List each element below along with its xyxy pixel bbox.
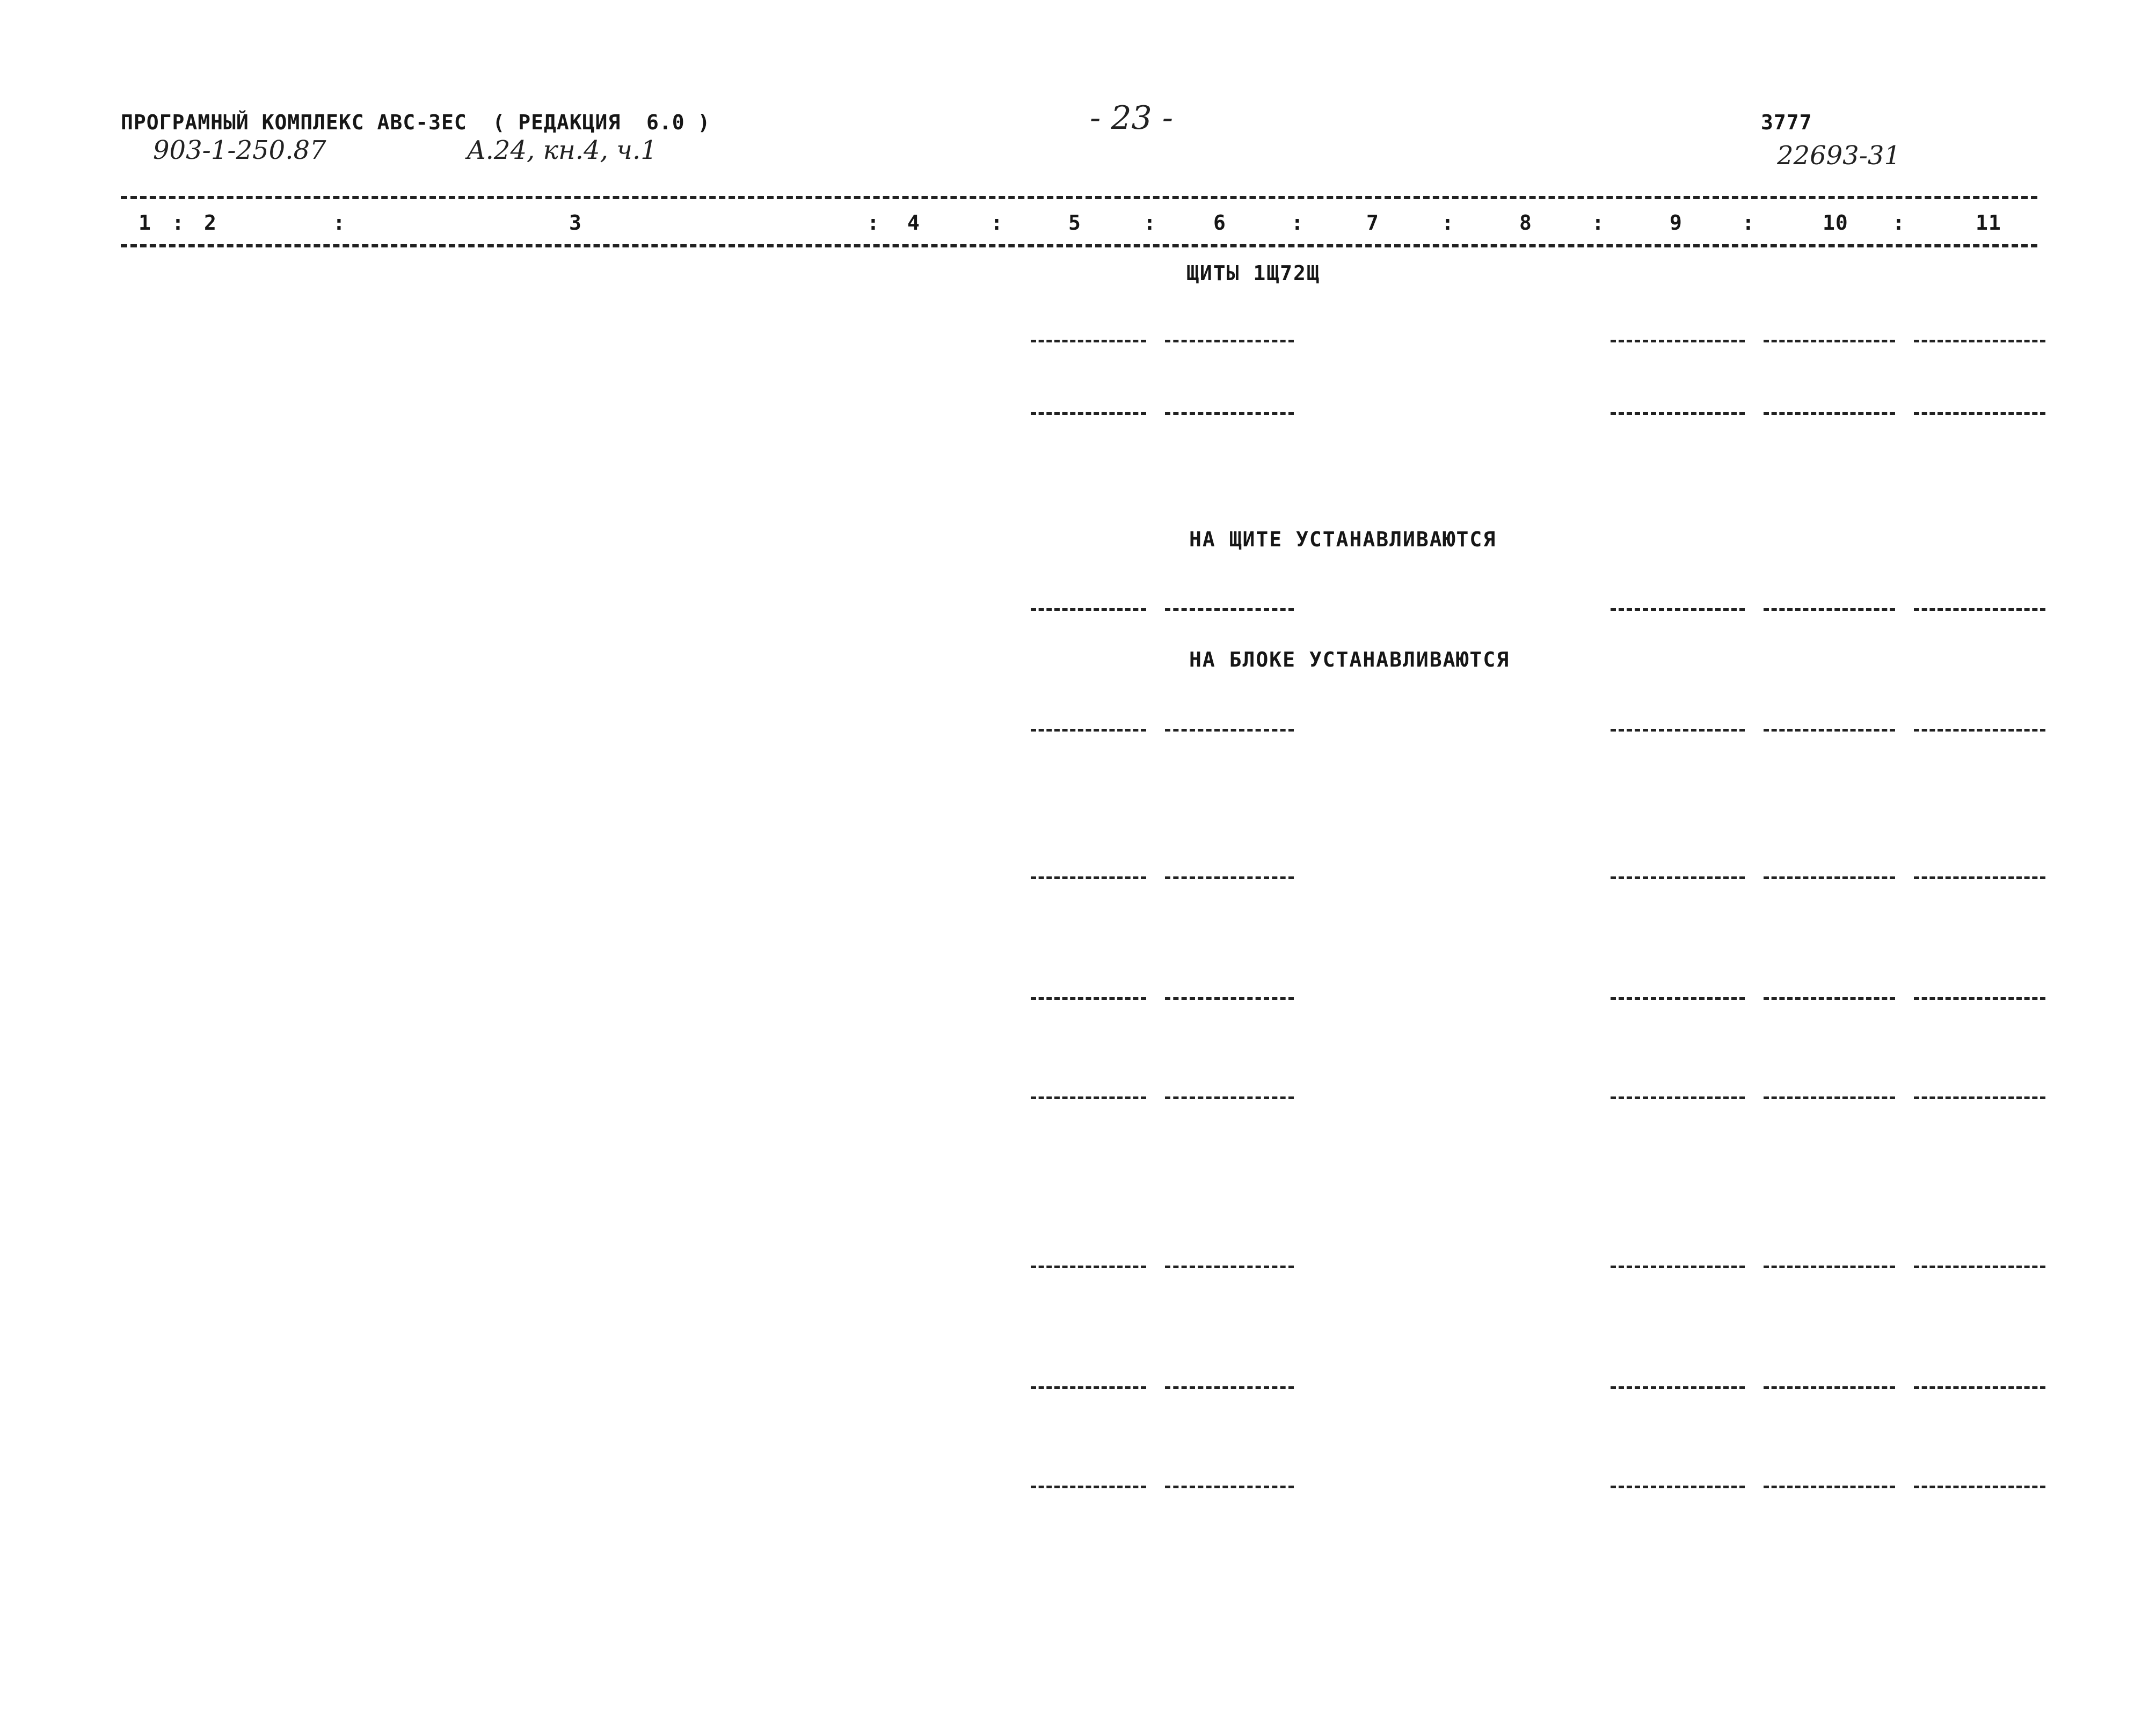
column-separator: :	[867, 211, 880, 235]
column-separator: :	[1143, 211, 1156, 235]
cell-divider	[1165, 412, 1294, 415]
column-header-11: 11	[1976, 211, 2001, 235]
column-separator: :	[1441, 211, 1454, 235]
cell-divider	[1764, 1266, 1895, 1268]
cell-divider	[1764, 608, 1895, 611]
cell-divider	[1031, 412, 1146, 415]
album-reference: A.24, кн.4, ч.1	[467, 135, 657, 165]
cell-divider	[1031, 608, 1146, 611]
cell-divider	[1165, 997, 1294, 1000]
cell-divider	[1031, 876, 1146, 879]
column-header-6: 6	[1213, 211, 1226, 235]
column-header-8: 8	[1519, 211, 1532, 235]
column-header-2: 2	[204, 211, 217, 235]
column-header-9: 9	[1670, 211, 1682, 235]
cell-divider	[1031, 1486, 1146, 1488]
column-header-10: 10	[1823, 211, 1848, 235]
column-header-7: 7	[1366, 211, 1379, 235]
column-separator: :	[1892, 211, 1905, 235]
cell-divider	[1764, 729, 1895, 732]
cell-divider	[1764, 412, 1895, 415]
cell-divider	[1611, 340, 1745, 342]
column-header-4: 4	[907, 211, 920, 235]
inventory-number: 22693-31	[1777, 141, 1900, 171]
cell-divider	[1031, 340, 1146, 342]
cell-divider	[1914, 1266, 2045, 1268]
header-rule-bottom	[121, 244, 2037, 247]
section-title-on-panel: НА ЩИТЕ УСТАНАВЛИВАЮТСЯ	[1189, 528, 1497, 551]
column-separator: :	[1291, 211, 1304, 235]
program-title: ПРОГРАМНЫЙ КОМПЛЕКС АВС-ЗЕС ( РЕДАКЦИЯ 6.0 )	[121, 111, 711, 134]
cell-divider	[1764, 876, 1895, 879]
cell-divider	[1914, 1096, 2045, 1099]
column-separator: :	[333, 211, 346, 235]
cell-divider	[1611, 1386, 1745, 1389]
section-title-on-block: НА БЛОКЕ УСТАНАВЛИВАЮТСЯ	[1189, 648, 1510, 671]
cell-divider	[1031, 729, 1146, 732]
column-separator: :	[1592, 211, 1605, 235]
cell-divider	[1914, 1386, 2045, 1389]
cell-divider	[1165, 1096, 1294, 1099]
cell-divider	[1611, 876, 1745, 879]
cell-divider	[1611, 997, 1745, 1000]
cell-divider	[1764, 340, 1895, 342]
cell-divider	[1611, 412, 1745, 415]
cell-divider	[1031, 1096, 1146, 1099]
cell-divider	[1914, 608, 2045, 611]
cell-divider	[1914, 876, 2045, 879]
cell-divider	[1165, 1386, 1294, 1389]
column-header-5: 5	[1068, 211, 1081, 235]
cell-divider	[1165, 340, 1294, 342]
cell-divider	[1611, 1266, 1745, 1268]
column-separator: :	[990, 211, 1003, 235]
column-header-1: 1	[139, 211, 151, 235]
cell-divider	[1914, 1486, 2045, 1488]
page-number: - 23 -	[1090, 99, 1174, 137]
cell-divider	[1165, 729, 1294, 732]
section-title-panels: ЩИТЫ 1Щ72Щ	[1186, 261, 1320, 285]
document-code: 903-1-250.87	[153, 135, 326, 165]
header-rule-top	[121, 196, 2037, 199]
cell-divider	[1611, 608, 1745, 611]
cell-divider	[1764, 1386, 1895, 1389]
cell-divider	[1031, 1266, 1146, 1268]
cell-divider	[1914, 340, 2045, 342]
cell-divider	[1764, 1486, 1895, 1488]
cell-divider	[1165, 876, 1294, 879]
cell-divider	[1914, 997, 2045, 1000]
cell-divider	[1611, 1486, 1745, 1488]
cell-divider	[1611, 729, 1745, 732]
cell-divider	[1165, 1486, 1294, 1488]
cell-divider	[1165, 1266, 1294, 1268]
column-separator: :	[172, 211, 185, 235]
sheet-number: 3777	[1761, 111, 1812, 134]
cell-divider	[1764, 1096, 1895, 1099]
cell-divider	[1165, 608, 1294, 611]
column-header-3: 3	[569, 211, 582, 235]
cell-divider	[1611, 1096, 1745, 1099]
cell-divider	[1914, 412, 2045, 415]
cell-divider	[1914, 729, 2045, 732]
cell-divider	[1764, 997, 1895, 1000]
column-separator: :	[1742, 211, 1755, 235]
cell-divider	[1031, 1386, 1146, 1389]
cell-divider	[1031, 997, 1146, 1000]
